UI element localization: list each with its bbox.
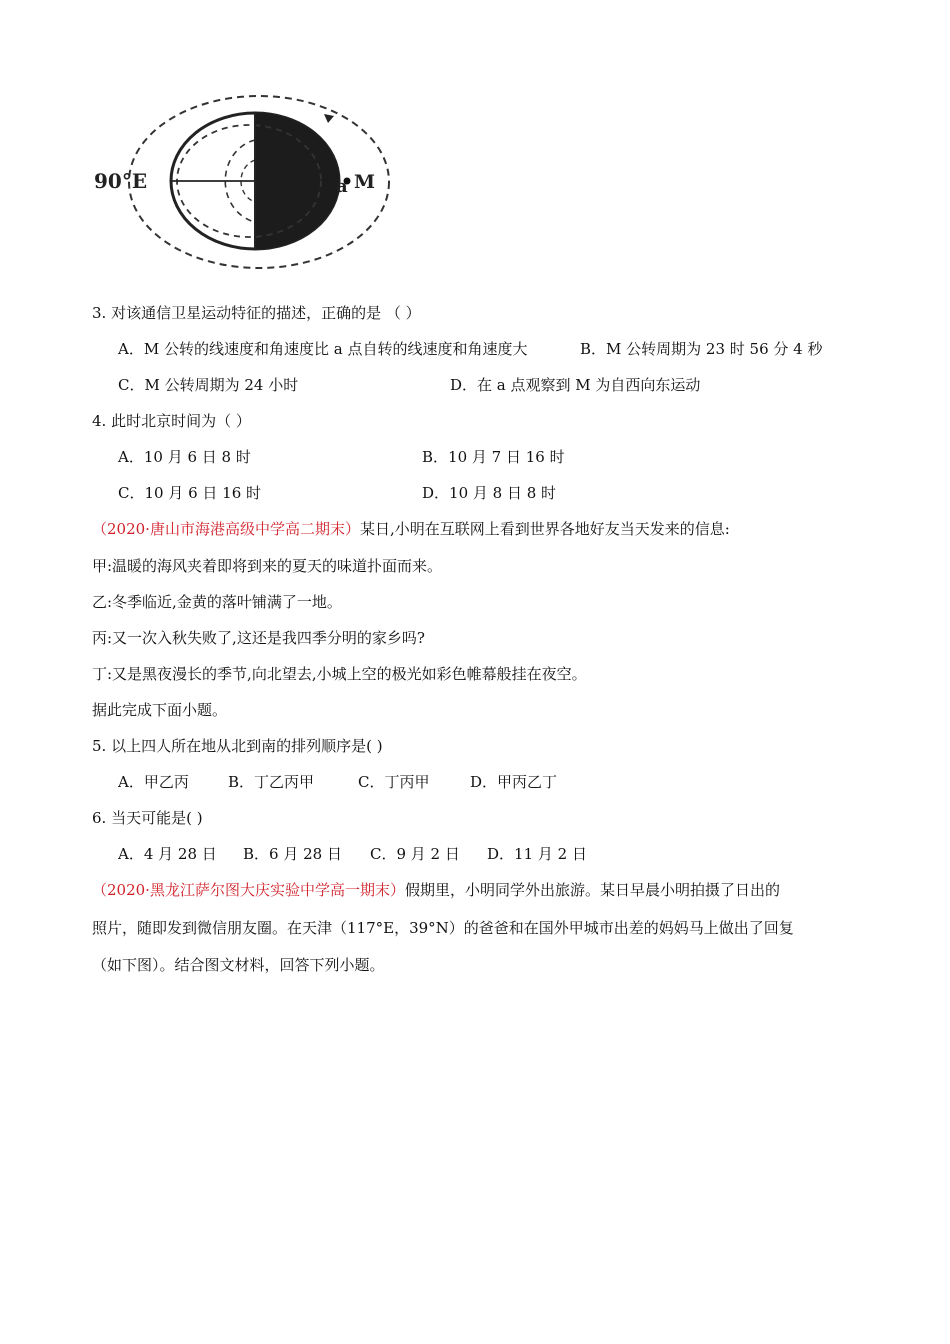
passage1-bing: 丙:又一次入秋失败了,这还是我四季分明的家乡吗?: [92, 629, 425, 647]
q5-option-c: C．丁丙甲: [358, 773, 430, 791]
q3-option-b: B．M 公转周期为 23 时 56 分 4 秒: [580, 340, 823, 358]
q6-option-a: A．4 月 28 日: [118, 845, 217, 863]
q6-stem: 6. 当天可能是( ): [92, 809, 203, 827]
q3-option-d: D．在 a 点观察到 M 为自西向东运动: [450, 376, 701, 394]
q3-stem: 3. 对该通信卫星运动特征的描述，正确的是 （ ）: [92, 304, 421, 322]
earth-orbit-diagram: [92, 92, 392, 277]
passage1-yi: 乙:冬季临近,金黄的落叶铺满了一地。: [92, 593, 342, 611]
q4-stem: 4. 此时北京时间为（ ）: [92, 412, 251, 430]
passage2-text1: 假期里，小明同学外出旅游。某日早晨小明拍摄了日出的: [404, 881, 780, 899]
passage1-jia: 甲:温暖的海风夹着即将到来的夏天的味道扑面而来。: [92, 557, 443, 575]
q5-stem: 5. 以上四人所在地从北到南的排列顺序是( ): [92, 737, 383, 755]
q3-option-c: C．M 公转周期为 24 小时: [118, 376, 299, 394]
q4-option-c: C．10 月 6 日 16 时: [118, 484, 262, 502]
passage1-source: （2020·唐山市海港高级中学高二期末）: [92, 520, 360, 538]
passage1-instruction: 据此完成下面小题。: [92, 701, 228, 719]
passage1-intro: 某日,小明在互联网上看到世界各地好友当天发来的信息:: [359, 520, 730, 538]
q5-option-a: A．甲乙丙: [118, 773, 189, 791]
q3-option-a: A．M 公转的线速度和角速度比 a 点自转的线速度和角速度大: [118, 340, 528, 358]
passage1-intro-line: [92, 519, 730, 539]
point-m-label: M: [354, 171, 376, 193]
night-side: [255, 113, 339, 249]
q6-option-c: C．9 月 2 日: [370, 845, 460, 863]
q5-option-b: B．丁乙丙甲: [228, 773, 315, 791]
point-a-label: a: [336, 176, 348, 197]
passage2-line1: [92, 880, 780, 900]
q6-option-d: D．11 月 2 日: [487, 845, 587, 863]
passage2-source: （2020·黑龙江萨尔图大庆实验中学高一期末）: [92, 881, 405, 899]
passage1-ding: 丁:又是黑夜漫长的季节,向北望去,小城上空的极光如彩色帷幕般挂在夜空。: [92, 665, 587, 683]
q4-option-b: B．10 月 7 日 16 时: [422, 448, 565, 466]
orbit-direction-arrow: [324, 114, 334, 123]
q4-option-a: A．10 月 6 日 8 时: [118, 448, 251, 466]
q5-option-d: D．甲丙乙丁: [470, 773, 558, 791]
longitude-label: 90°E: [94, 169, 148, 193]
q6-option-b: B．6 月 28 日: [243, 845, 342, 863]
passage2-line2: 照片，随即发到微信朋友圈。在天津（117°E，39°N）的爸爸和在国外甲城市出差的妈妈马上做出了回复: [92, 919, 794, 937]
passage2-line3: （如下图）。结合图文材料，回答下列小题。: [92, 956, 385, 974]
q4-option-d: D．10 月 8 日 8 时: [422, 484, 557, 502]
